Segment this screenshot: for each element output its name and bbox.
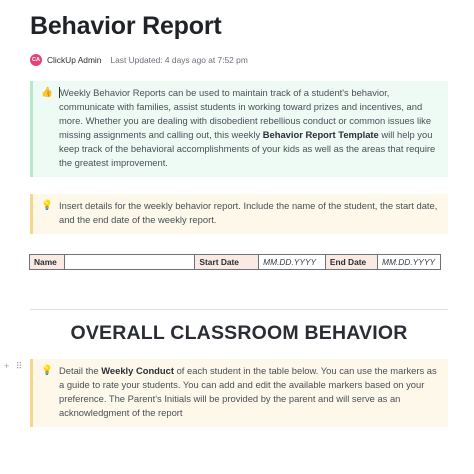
end-date-label: End Date [325, 255, 377, 270]
intro-text-bold: Behavior Report Template [262, 129, 379, 140]
intro-text-part2: will help you keep track of the behavioral accomplishments of your kids as well as the areas that require the greatest improvement. [59, 129, 436, 168]
conduct-text-part1: Detail the [59, 365, 102, 376]
intro-text[interactable] [59, 86, 442, 170]
doc-meta [30, 53, 248, 67]
lightbulb-icon: 💡 [41, 200, 53, 211]
name-label: Name [30, 255, 65, 270]
lightbulb-icon: 💡 [41, 365, 53, 376]
name-value-cell[interactable] [64, 255, 195, 270]
drag-handle-icon[interactable]: + ⠿ [4, 361, 25, 371]
author-name[interactable]: ClickUp Admin [47, 55, 102, 65]
thumbs-up-icon: 👍 [41, 87, 53, 98]
conduct-text-bold: Weekly Conduct [101, 365, 174, 376]
conduct-callout[interactable] [30, 359, 448, 427]
divider [30, 309, 448, 310]
intro-callout[interactable] [30, 81, 448, 177]
last-updated: Last Updated: 4 days ago at 7:52 pm [110, 55, 248, 65]
section-heading: OVERALL CLASSROOM BEHAVIOR [70, 322, 408, 344]
student-info-table [29, 254, 441, 270]
page-title: Behavior Report [30, 12, 222, 40]
start-date-label: Start Date [195, 255, 259, 270]
start-date-value[interactable]: MM.DD.YYYY [259, 255, 326, 270]
intro-text-part1: Weekly Behavior Reports can be used to maintain track of a student's behavior, communicate with families, assist students in working toward prizes and incentives, and more. Whether you are dealing with disobedient rebellious conduct or common issues like missing assignments and calling out, this weekly [59, 87, 432, 140]
details-text[interactable]: Insert details for the weekly behavior report. Include the name of the student, the start date, and the end date of the weekly report. [59, 200, 438, 225]
conduct-text-part2: of each student in the table below. You can use the markers as a guide to rate your students. You can add and edit the available markers based on your preference. The Parent's Initials will be provided by the parent and will serve as an acknowledgment of the report [59, 365, 437, 418]
avatar[interactable]: CA [30, 54, 42, 66]
conduct-text[interactable] [59, 364, 442, 420]
details-callout[interactable] [30, 194, 448, 234]
end-date-value[interactable]: MM.DD.YYYY [377, 255, 440, 270]
